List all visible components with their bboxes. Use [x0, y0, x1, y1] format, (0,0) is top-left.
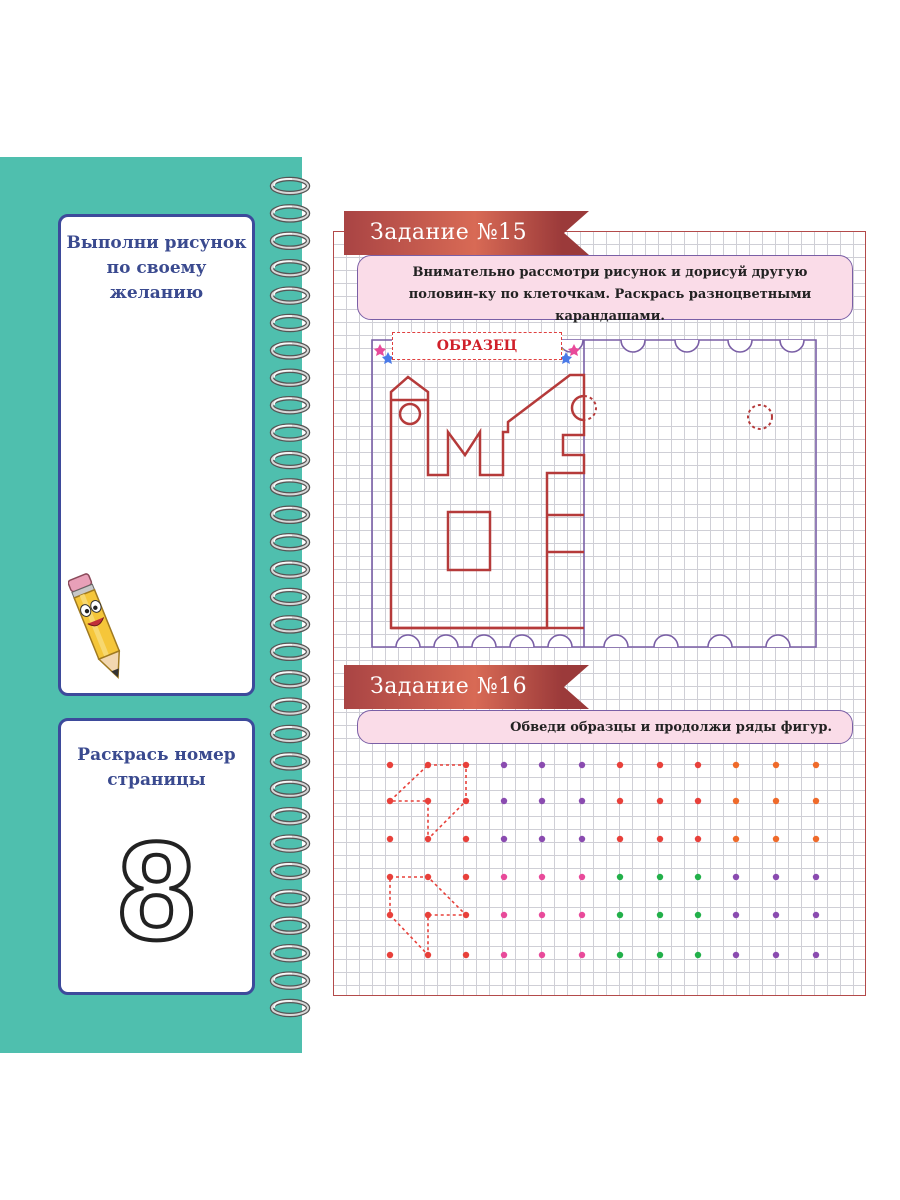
spiral-ring — [272, 864, 308, 878]
grid-dot — [387, 952, 393, 958]
grid-dot — [539, 798, 545, 804]
grid-dot — [813, 798, 819, 804]
grid-dot — [579, 874, 585, 880]
grid-dot — [657, 952, 663, 958]
grid-dot — [539, 952, 545, 958]
dot-pattern-grid[interactable] — [370, 748, 840, 973]
page-number-outline[interactable]: 8 — [117, 812, 196, 969]
spiral-ring — [272, 617, 308, 631]
frame-scallop-top — [621, 340, 645, 352]
grid-dot — [773, 912, 779, 918]
grid-dot — [579, 762, 585, 768]
castle-door — [448, 512, 490, 570]
grid-dot — [733, 952, 739, 958]
frame-scallop-bottom — [604, 635, 628, 647]
grid-dot — [501, 762, 507, 768]
grid-dot — [501, 912, 507, 918]
grid-dot — [501, 836, 507, 842]
spiral-ring — [272, 891, 308, 905]
frame-scallop-bottom — [434, 635, 458, 647]
spiral-ring — [272, 590, 308, 604]
grid-dot — [813, 912, 819, 918]
grid-dot — [657, 836, 663, 842]
task15-instruction-text: Внимательно рассмотри рисунок и дорисуй другую половин-ку по клеточкам. Раскрась разноцветными карандашами. — [408, 265, 812, 324]
grid-dot — [463, 912, 469, 918]
star-icon — [374, 344, 386, 356]
grid-dot — [813, 874, 819, 880]
grid-dot — [773, 798, 779, 804]
grid-dot — [463, 798, 469, 804]
frame-scallop-bottom — [472, 635, 496, 647]
grid-dot — [617, 952, 623, 958]
spiral-ring — [272, 371, 308, 385]
frame-scallop-bottom — [654, 635, 678, 647]
castle-round-window-guide — [584, 396, 596, 420]
grid-dot — [425, 798, 431, 804]
spiral-ring — [272, 261, 308, 275]
grid-dot — [733, 912, 739, 918]
frame-scallop-bottom — [766, 635, 790, 647]
grid-dot — [387, 798, 393, 804]
spiral-ring — [272, 508, 308, 522]
spiral-ring — [272, 782, 308, 796]
grid-dot — [813, 952, 819, 958]
grid-dot — [695, 952, 701, 958]
spiral-ring — [272, 453, 308, 467]
grid-dot — [695, 912, 701, 918]
spiral-ring — [272, 425, 308, 439]
frame-scallop-top — [780, 340, 804, 352]
grid-dot — [539, 762, 545, 768]
frame-scallop-top — [675, 340, 699, 352]
grid-dot — [387, 836, 393, 842]
spiral-ring — [272, 562, 308, 576]
spiral-ring — [272, 973, 308, 987]
task16-instruction — [357, 710, 853, 744]
sample-label: ОБРАЗЕЦ — [392, 332, 562, 360]
grid-dot — [617, 836, 623, 842]
task15-title: Задание №15 — [370, 220, 528, 245]
grid-dot — [695, 874, 701, 880]
frame-scallop-bottom — [510, 635, 534, 647]
grid-dot — [733, 798, 739, 804]
spiral-ring — [272, 809, 308, 823]
grid-dot — [463, 762, 469, 768]
grid-dot — [539, 836, 545, 842]
grid-dot — [501, 874, 507, 880]
grid-dot — [733, 836, 739, 842]
frame-scallop-bottom — [548, 635, 572, 647]
spiral-ring — [272, 836, 308, 850]
page-number-card — [58, 718, 255, 995]
frame-scallop-top — [728, 340, 752, 352]
grid-dot — [813, 836, 819, 842]
spiral-ring — [272, 343, 308, 357]
spiral-ring — [272, 727, 308, 741]
spiral-ring — [272, 754, 308, 768]
grid-dot — [617, 912, 623, 918]
grid-dot — [579, 952, 585, 958]
symmetry-drawing-frame[interactable] — [360, 320, 830, 660]
grid-dot — [425, 762, 431, 768]
grid-dot — [387, 912, 393, 918]
grid-dot — [773, 874, 779, 880]
spiral-ring — [272, 234, 308, 248]
grid-dot — [501, 952, 507, 958]
grid-dot — [425, 836, 431, 842]
spiral-ring — [272, 535, 308, 549]
grid-dot — [617, 798, 623, 804]
grid-dot — [539, 912, 545, 918]
frame-scallop-bottom — [708, 635, 732, 647]
grid-dot — [695, 798, 701, 804]
grid-dot — [773, 762, 779, 768]
grid-dot — [463, 874, 469, 880]
grid-dot — [539, 874, 545, 880]
spiral-ring — [272, 1001, 308, 1015]
grid-dot — [463, 836, 469, 842]
grid-dot — [813, 762, 819, 768]
task16-title: Задание №16 — [370, 674, 528, 699]
grid-dot — [657, 798, 663, 804]
castle-round-window — [572, 396, 584, 420]
spiral-ring — [272, 206, 308, 220]
spiral-ring — [272, 288, 308, 302]
grid-dot — [773, 836, 779, 842]
grid-dot — [387, 874, 393, 880]
grid-dot — [657, 762, 663, 768]
spiral-ring — [272, 480, 308, 494]
spiral-ring — [272, 179, 308, 193]
drawing-frame-border — [372, 340, 816, 647]
frame-scallop-bottom — [396, 635, 420, 647]
pencil-mascot-icon — [68, 565, 128, 690]
grid-dot — [501, 798, 507, 804]
grid-dot — [733, 874, 739, 880]
spiral-binding-icon — [268, 172, 318, 1032]
grid-dot — [617, 762, 623, 768]
spiral-ring — [272, 919, 308, 933]
grid-dot — [695, 836, 701, 842]
grid-dot — [387, 762, 393, 768]
castle-tower-window — [400, 404, 420, 424]
grid-dot — [617, 874, 623, 880]
grid-dot — [463, 952, 469, 958]
grid-dot — [657, 912, 663, 918]
spiral-ring — [272, 672, 308, 686]
grid-dot — [425, 912, 431, 918]
task15-instruction — [357, 255, 853, 324]
grid-dot — [773, 952, 779, 958]
grid-dot — [733, 762, 739, 768]
mirror-window-guide — [748, 405, 772, 429]
free-drawing-caption: Выполни рисунок по своему желанию — [66, 233, 247, 303]
spiral-ring — [272, 645, 308, 659]
grid-dot — [425, 874, 431, 880]
spiral-ring — [272, 398, 308, 412]
grid-dot — [695, 762, 701, 768]
grid-dot — [579, 912, 585, 918]
grid-dot — [579, 836, 585, 842]
grid-dot — [425, 952, 431, 958]
grid-dot — [579, 798, 585, 804]
spiral-ring — [272, 316, 308, 330]
page-number-caption: Раскрась номер страницы — [77, 745, 236, 790]
grid-dot — [657, 874, 663, 880]
task16-instruction-text: Обведи образцы и продолжи ряды фигур. — [510, 720, 832, 735]
spiral-ring — [272, 946, 308, 960]
spiral-ring — [272, 699, 308, 713]
